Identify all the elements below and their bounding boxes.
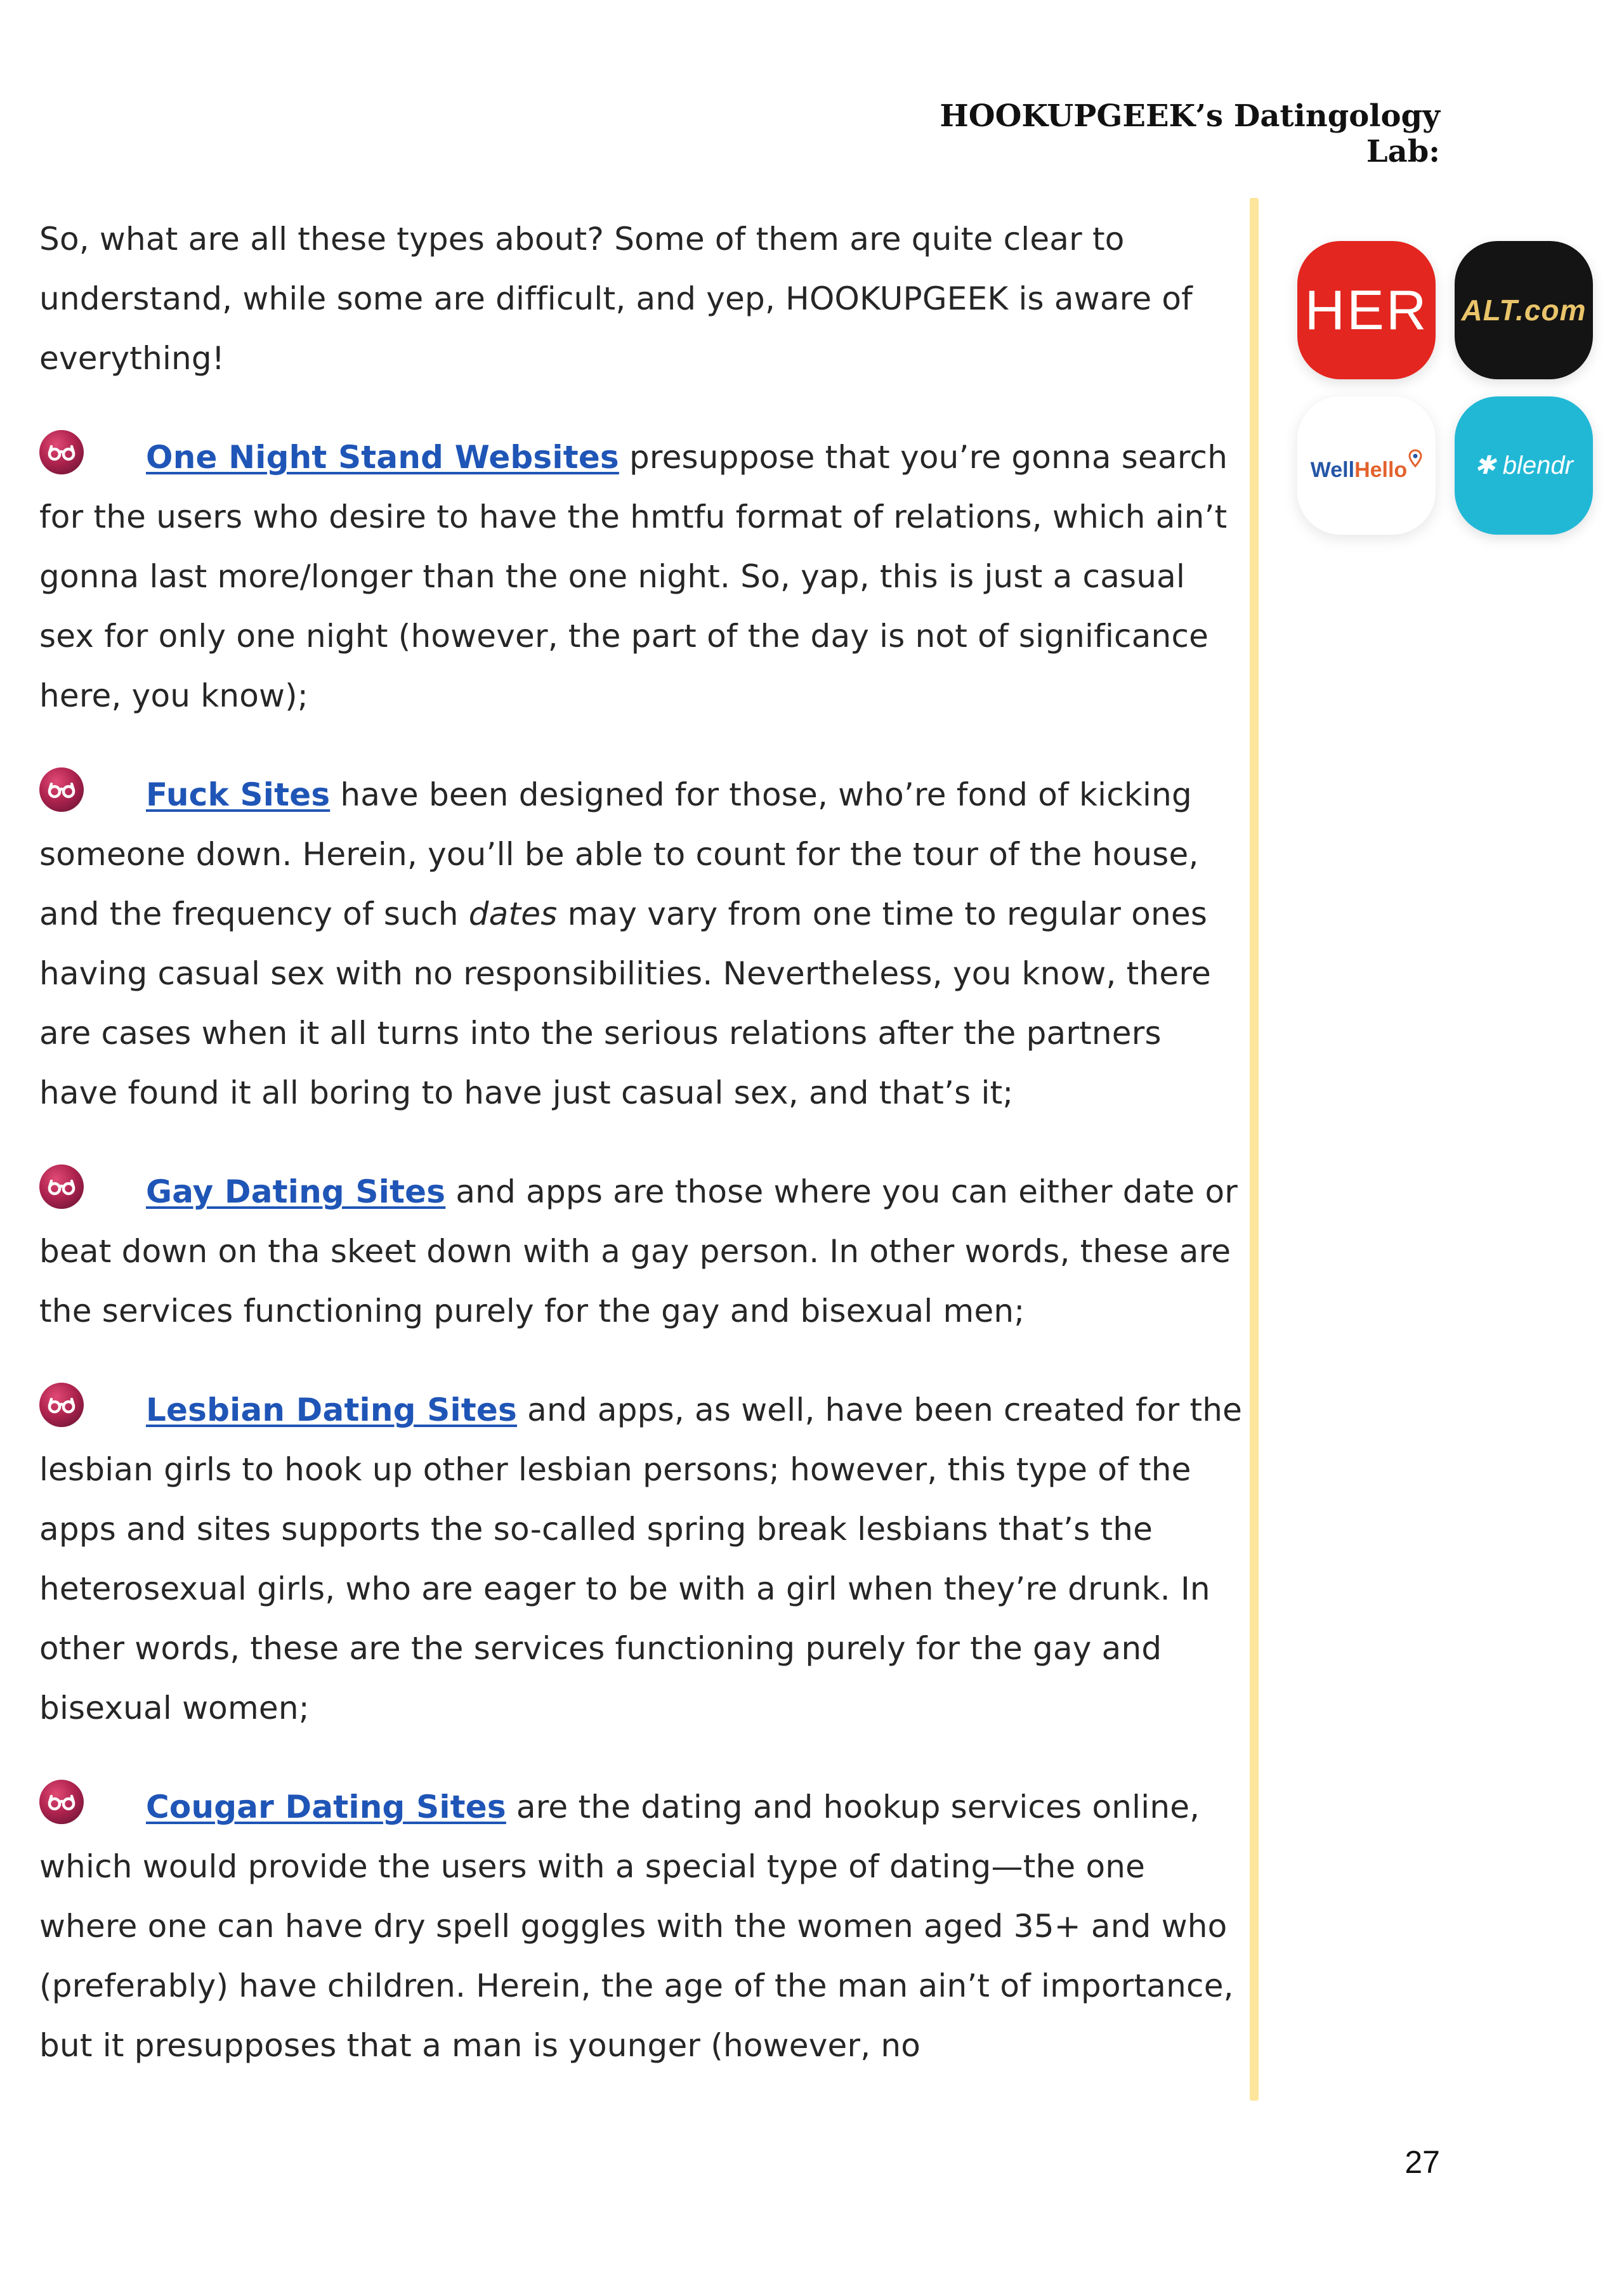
glasses-icon [39,1383,84,1427]
item-text: and apps are those where you can either date or beat down on tha skeet down with a gay person. In other words, these are the services functioning purely for the gay and bisexual men; [39,1173,1238,1329]
one-night-stand-websites-link[interactable]: One Night Stand Websites [146,439,619,476]
app-icons-grid [1297,241,1602,539]
item-text: have been designed for those, who’re fond of kicking someone down. Herein, you’ll be able to count for the tour of the house, and the frequency of such [39,776,1199,932]
her-logo-text: HER [1304,278,1429,341]
her-app-icon [1297,241,1436,379]
wellhello-app-icon [1297,396,1436,535]
page-number: 27 [1405,2144,1440,2180]
gay-dating-sites-link[interactable]: Gay Dating Sites [146,1173,446,1210]
list-item [39,765,1245,1123]
item-emphasis: dates [468,896,558,932]
glasses-icon [39,1164,84,1209]
alt-app-icon [1455,241,1593,379]
blendr-logo-text: ✱ blendr [1474,452,1573,479]
item-text: presuppose that you’re gonna search for the users who desire to have the hmtfu format of relations, which ain’t gonna last more/longer than the one night. So, yap, this is just a casual sex for only one night (however, the part of the day is not of significance here, you know); [39,439,1228,714]
intro-paragraph: So, what are all these types about? Some of them are quite clear to understand, while some are difficult, and yep, HOOKUPGEEK is aware of everything! [39,221,1193,377]
wellhello-logo-text: WellHello [1311,449,1422,483]
sidebar-divider [1250,198,1259,2101]
fuck-sites-link[interactable]: Fuck Sites [146,776,331,813]
page-header: HOOKUPGEEK’s Datingology Lab: [940,98,1440,169]
list-item [39,427,1245,726]
item-text: are the dating and hookup services online, which would provide the users with a special type of dating—the one where one can have dry spell goggles with the women aged 35+ and who (preferably) have children. Herein, the age of the man ain’t of importance, but it presupposes that a man is younger (however, no [39,1789,1234,2064]
blendr-app-icon [1455,396,1593,535]
item-text: may vary from one time to regular ones having casual sex with no responsibilities. Nevertheless, you know, there are cases when it all turns into the serious relations after the partners have found it all boring to have just casual sex, and that’s it; [39,896,1211,1111]
glasses-icon [39,767,84,812]
glasses-icon [39,430,84,474]
lesbian-dating-sites-link[interactable]: Lesbian Dating Sites [146,1392,518,1428]
list-item [39,1162,1245,1341]
alt-logo-text: ALT.com [1461,294,1587,327]
glasses-icon [39,1780,84,1824]
item-text: and apps, as well, have been created for the lesbian girls to hook up other lesbian persons; however, this type of the apps and sites supports the so-called spring break lesbians that’s the heterosexual girls, who are eager to be with a girl when they’re drunk. In other words, these are the services functioning purely for the gay and bisexual women; [39,1392,1243,1726]
list-item [39,1777,1245,2075]
cougar-dating-sites-link[interactable]: Cougar Dating Sites [146,1789,506,1825]
list-item [39,1380,1245,1738]
main-content [39,209,1245,2115]
